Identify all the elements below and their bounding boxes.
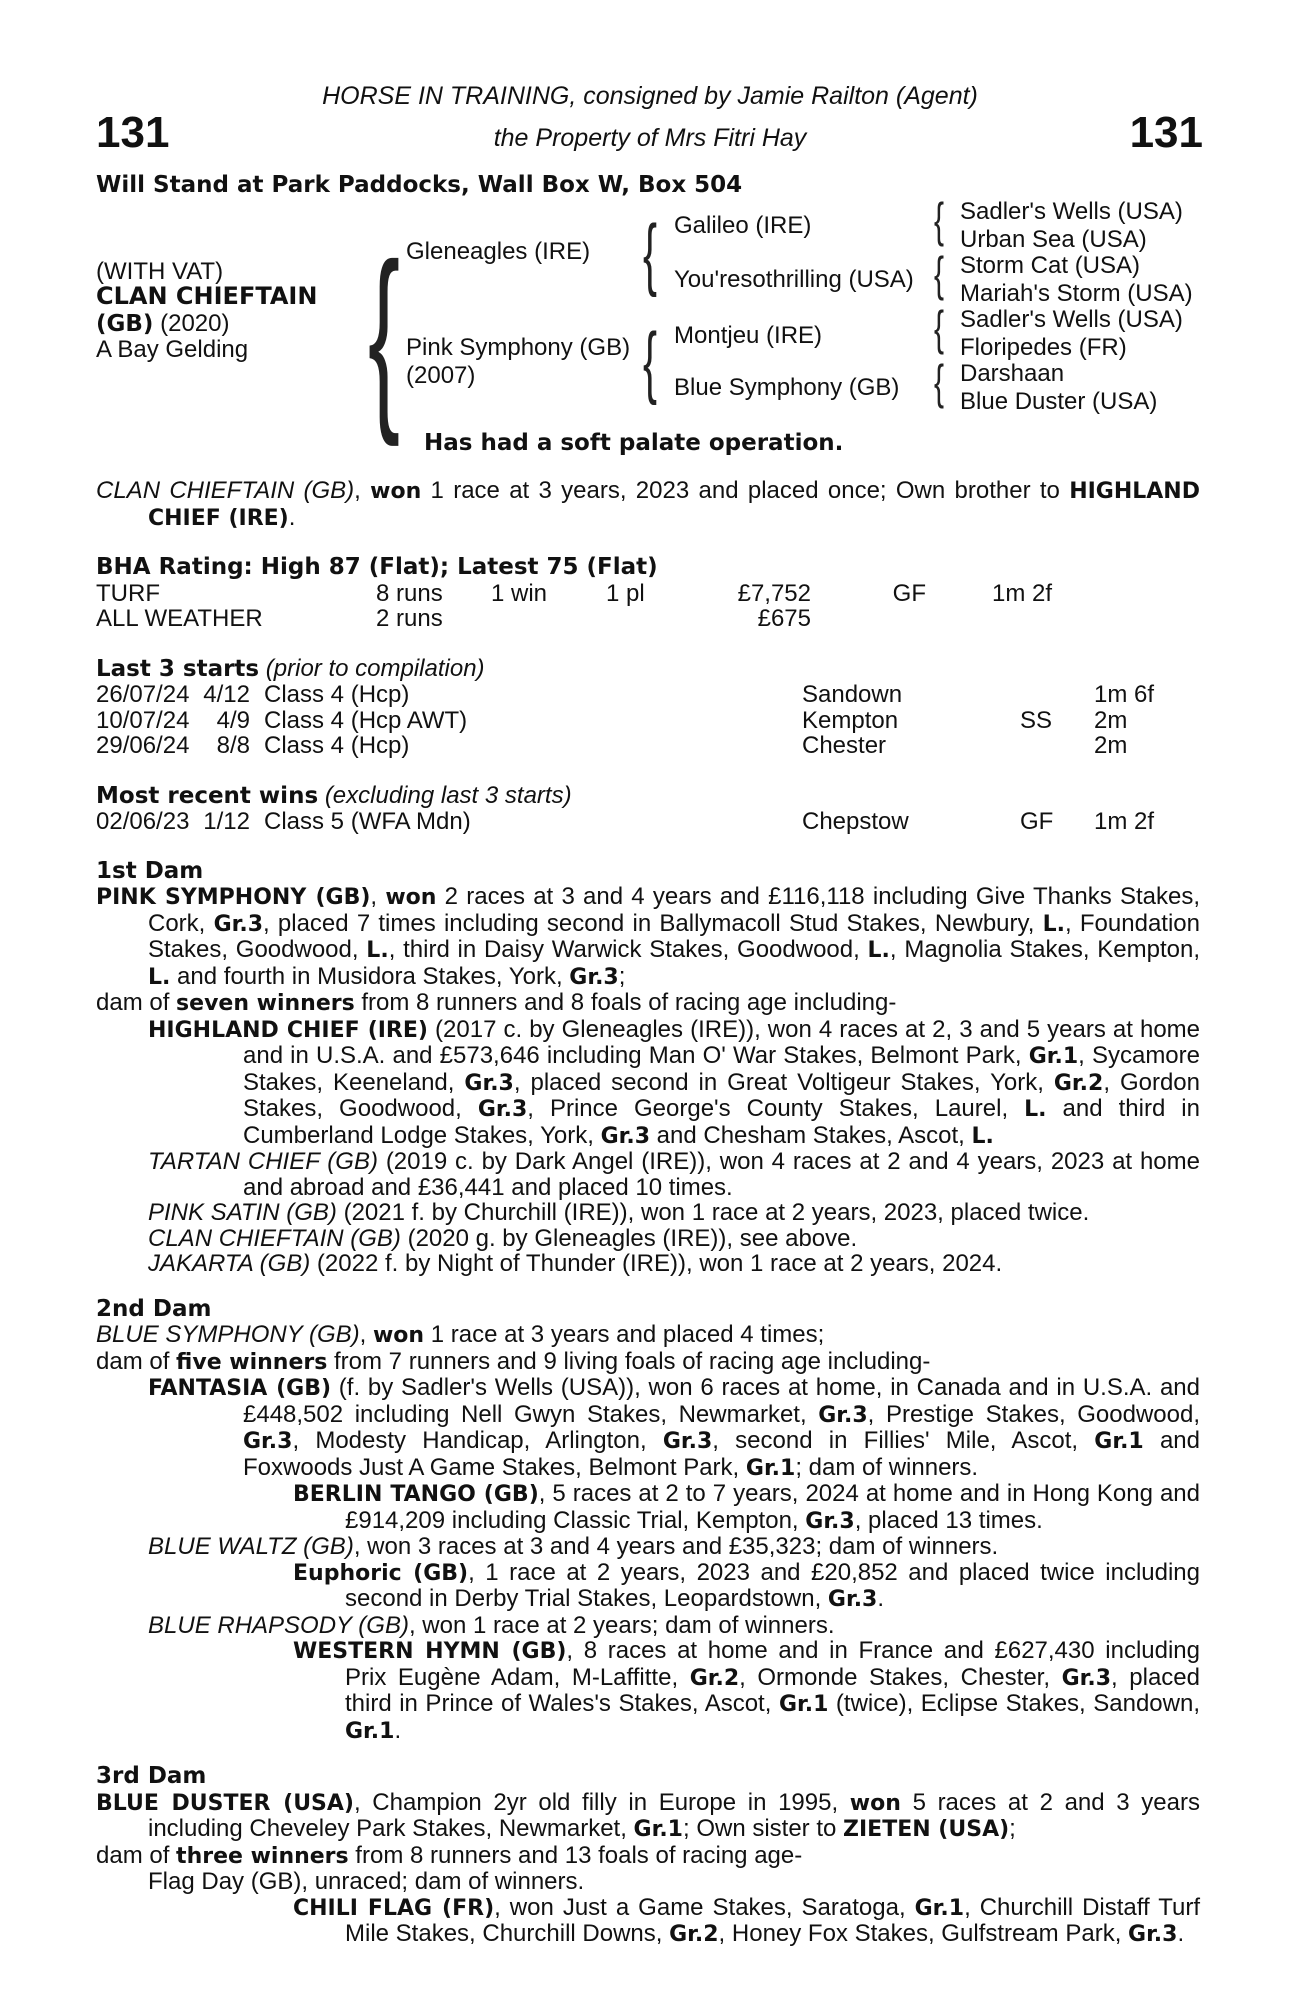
produce-western-hymn: WESTERN HYMN (GB), 8 races at home and in France and £627,430 including Prix Eugène Adam, M-Laffitte, Gr.2, Ormonde Stakes, Chester, Gr.3, placed third in Prince of Wales's Stakes, Ascot, Gr.1 (twice), Eclipse Stakes, Sandown, Gr.1. — [293, 1637, 1200, 1744]
produce-blue-waltz: BLUE WALTZ (GB), won 3 races at 3 and 4 years and £35,323; dam of winners. — [148, 1533, 999, 1560]
position-cell: 8/8 — [216, 732, 250, 759]
consignor-line: HORSE IN TRAINING, consigned by Jamie Railton (Agent) — [322, 82, 978, 110]
produce-highland-chief: HIGHLAND CHIEF (IRE) (2017 c. by Gleneagles (IRE)), won 4 races at 2, 3 and 5 years at home and in U.S.A. and £573,646 including Man O' War Stakes, Belmont Park, Gr.1, Sycamore Stakes, Keeneland, Gr.3, placed second in Great Voltigeur Stakes, York, Gr.2, Gordon Stakes, Goodwood, Gr.3, Prince George's County Stakes, Laurel, L. and third in Cumberland Lodge Stakes, York, Gr.3 and Chesham Stakes, Ascot, L. — [148, 1015, 1201, 1149]
distance-cell: 1m 2f — [1094, 808, 1155, 835]
produce-euphoric: Euphoric (GB), 1 race at 2 years, 2023 and £20,852 and placed twice including second in Derby Trial Stakes, Leopardstown, Gr.3. — [293, 1558, 1200, 1612]
distance-cell: 2m — [1094, 732, 1128, 759]
spacer-cell — [250, 708, 264, 734]
produce-jakarta: JAKARTA (GB) (2022 f. by Night of Thunder (IRE)), won 1 race at 2 years, 2024. — [148, 1250, 1003, 1277]
catalogue-body — [96, 478, 1200, 1948]
wins-cell — [491, 606, 606, 632]
going-cell — [1020, 682, 1094, 708]
sire: Gleneagles (IRE) — [406, 238, 591, 265]
sire-dam: You'resothrilling (USA) — [674, 266, 914, 293]
position-cell: 4/12 — [203, 681, 250, 708]
table-row — [96, 682, 1184, 708]
last-starts-table — [96, 682, 1184, 759]
produce-fantasia: FANTASIA (GB) (f. by Sadler's Wells (USA)), won 6 races at home, in Canada and in U.S.A. and £448,502 including Nell Gwyn Stakes, Newmarket, Gr.3, Prestige Stakes, Goodwood, Gr.3, Modesty Handicap, Arlington, Gr.3, second in Fillies' Mile, Ascot, Gr.1 and Foxwoods Just A Game Stakes, Belmont Park, Gr.1; dam of winners. — [148, 1374, 1200, 1481]
produce-pink-satin: PINK SATIN (GB) (2021 f. by Churchill (IRE)), won 1 race at 2 years, 2023, placed twice. — [148, 1199, 1090, 1226]
produce-flag-day: Flag Day (GB), unraced; dam of winners. — [148, 1868, 585, 1895]
third-dam-heading: 3rd Dam — [96, 1763, 207, 1789]
first-dam-produce: dam of seven winners from 8 runners and 8 foals of racing age including- — [96, 989, 897, 1016]
going-cell: GF — [1020, 808, 1054, 835]
dam-brace: { — [643, 316, 658, 406]
class-cell: Class 4 (Hcp AWT) — [264, 706, 468, 734]
first-dam-heading: 1st Dam — [96, 857, 204, 884]
prize-cell: £675 — [757, 605, 811, 632]
distance-cell: 2m — [1094, 706, 1128, 734]
wins-cell: 1 win — [491, 579, 548, 607]
g-brace-1: { — [934, 194, 945, 248]
class-cell: Class 4 (Hcp) — [264, 681, 410, 708]
grandsire-5: Sadler's Wells (USA) — [960, 306, 1183, 333]
recent-wins-heading: Most recent wins (excluding last 3 starts) — [96, 781, 572, 809]
course-cell: Kempton — [802, 706, 899, 734]
class-cell: Class 5 (WFA Mdn) — [264, 808, 471, 835]
grandsire-4: Mariah's Storm (USA) — [960, 280, 1193, 307]
surface-cell: ALL WEATHER — [96, 605, 263, 632]
class-cell: Class 4 (Hcp) — [264, 732, 410, 759]
third-dam-produce: dam of three winners from 8 runners and 13 foals of racing age- — [96, 1841, 803, 1869]
produce-clan-chieftain: CLAN CHIEFTAIN (GB) (2020 g. by Gleneagles (IRE)), see above. — [148, 1224, 858, 1252]
horse-year: (2020) — [160, 310, 230, 337]
spacer-cell — [250, 733, 264, 759]
first-dam-record: PINK SYMPHONY (GB), won 2 races at 3 and 4 years and £116,118 including Give Thanks Stakes, Cork, Gr.3, placed 7 times including second in Ballymacoll Stud Stakes, Newbury, L., Foundation Stakes, Goodwood, L., third in Daisy Warwick Stakes, Goodwood, L., Magnolia Stakes, Kempton, L. and fourth in Musidora Stakes, York, Gr.3; — [96, 883, 1200, 990]
course-cell: Sandown — [802, 681, 903, 708]
prize-cell: £7,752 — [737, 579, 811, 607]
recent-wins-table — [96, 809, 1184, 835]
horse-description: A Bay Gelding — [96, 336, 249, 363]
surface-cell: TURF — [96, 579, 160, 607]
table-row — [96, 606, 1052, 632]
dam-year: (2007) — [406, 362, 476, 389]
course-cell: Chester — [802, 732, 887, 759]
spacer-cell — [250, 809, 264, 835]
grandsire-6: Floripedes (FR) — [960, 334, 1127, 361]
grandsire-8: Blue Duster (USA) — [960, 388, 1158, 415]
grandsire-7: Darshaan — [960, 360, 1065, 387]
g-brace-2: { — [934, 248, 945, 302]
position-cell: 4/9 — [216, 706, 250, 734]
produce-tartan-chief: TARTAN CHIEF (GB) (2019 c. by Dark Angel (IRE)), won 4 races at 2 and 4 years, 2023 at home and abroad and £36,441 and placed 10 times. — [148, 1148, 1200, 1201]
sire-brace: { — [643, 208, 658, 298]
dam-sire: Montjeu (IRE) — [674, 322, 823, 349]
horse-summary: CLAN CHIEFTAIN (GB), won 1 race at 3 years, 2023 and placed once; Own brother to HIGHLAND CHIEF (IRE). — [96, 477, 1200, 531]
third-dam-record: BLUE DUSTER (USA), Champion 2yr old filly in Europe in 1995, won 5 races at 2 and 3 years including Cheveley Park Stakes, Newmarket, Gr.1; Own sister to ZIETEN (USA); — [96, 1788, 1200, 1842]
lot-number-left: 131 — [96, 108, 170, 157]
distance-cell: 1m 2f — [991, 579, 1052, 607]
table-row — [96, 581, 1052, 607]
stand-location: Will Stand at Park Paddocks, Wall Box W, Box 504 — [96, 172, 743, 198]
vat-label: (WITH VAT) — [96, 258, 224, 285]
placed-cell: 1 pl — [606, 579, 645, 607]
produce-berlin-tango: BERLIN TANGO (GB), 5 races at 2 to 7 years, 2024 at home and in Hong Kong and £914,209 including Classic Trial, Kempton, Gr.3, placed 13 times. — [293, 1480, 1200, 1534]
date-cell: 26/07/24 — [96, 681, 190, 708]
sire-sire: Galileo (IRE) — [674, 212, 812, 239]
date-cell: 29/06/24 — [96, 732, 190, 759]
date-cell: 02/06/23 — [96, 808, 190, 835]
going-cell — [1020, 733, 1094, 759]
dam-dam: Blue Symphony (GB) — [674, 374, 900, 401]
produce-chili-flag: CHILI FLAG (FR), won Just a Game Stakes, Saratoga, Gr.1, Churchill Distaff Turf Mile Stakes, Churchill Downs, Gr.2, Honey Fox Stakes, Gulfstream Park, Gr.3. — [293, 1893, 1201, 1947]
runs-cell: 2 runs — [376, 605, 443, 632]
grandsire-1: Sadler's Wells (USA) — [960, 198, 1183, 225]
bha-rating: BHA Rating: High 87 (Flat); Latest 75 (Flat) — [96, 554, 658, 580]
going-cell: GF — [892, 579, 926, 607]
second-dam-record: BLUE SYMPHONY (GB), won 1 race at 3 years and placed 4 times; — [96, 1321, 825, 1348]
dam: Pink Symphony (GB) — [406, 334, 631, 361]
runs-cell: 8 runs — [376, 579, 443, 607]
operation-note: Has had a soft palate operation. — [424, 430, 844, 456]
horse-country: (GB) — [96, 311, 154, 337]
date-cell: 10/07/24 — [96, 706, 190, 734]
horse-name: CLAN CHIEFTAIN — [96, 282, 318, 310]
table-row — [96, 809, 1184, 835]
distance-cell: 1m 6f — [1094, 681, 1155, 708]
second-dam-produce: dam of five winners from 7 runners and 9 living foals of racing age including- — [96, 1347, 931, 1375]
g-brace-4: { — [934, 356, 945, 410]
grandsire-3: Storm Cat (USA) — [960, 252, 1141, 279]
table-row — [96, 733, 1184, 759]
g-brace-3: { — [934, 302, 945, 356]
rating-table — [96, 581, 1052, 632]
distance-cell — [926, 606, 1052, 632]
placed-cell — [606, 606, 691, 632]
course-cell: Chepstow — [802, 808, 909, 835]
lot-number-right: 131 — [1129, 108, 1203, 157]
going-cell — [811, 606, 926, 632]
property-line: the Property of Mrs Fitri Hay — [493, 124, 807, 152]
going-cell: SS — [1020, 706, 1053, 734]
table-row — [96, 708, 1184, 734]
horse-country-year — [96, 310, 229, 338]
second-dam-heading: 2nd Dam — [96, 1295, 212, 1322]
produce-blue-rhapsody: BLUE RHAPSODY (GB), won 1 race at 2 years; dam of winners. — [148, 1611, 835, 1639]
main-brace: { — [368, 223, 401, 449]
last-starts-heading: Last 3 starts (prior to compilation) — [96, 654, 485, 682]
position-cell: 1/12 — [203, 808, 250, 835]
spacer-cell — [250, 682, 264, 708]
grandsire-2: Urban Sea (USA) — [960, 226, 1147, 253]
